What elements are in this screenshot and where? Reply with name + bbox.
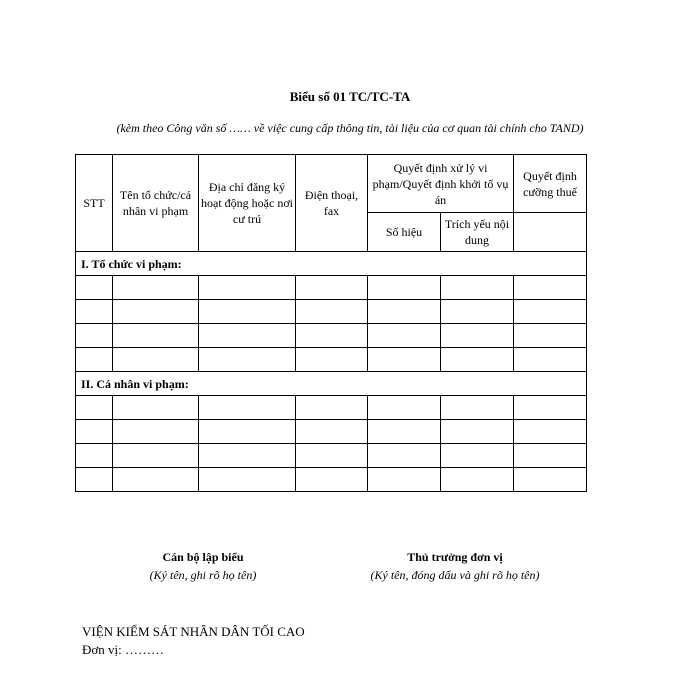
table-cell[interactable] (368, 420, 441, 444)
header-decision-summary: Trích yếu nội dung (441, 213, 514, 252)
organization-unit: Đơn vị: ……… (82, 642, 164, 657)
table-cell[interactable] (514, 444, 587, 468)
table-cell[interactable] (76, 348, 113, 372)
table-cell[interactable] (368, 444, 441, 468)
table-cell[interactable] (113, 444, 199, 468)
table-cell[interactable] (113, 276, 199, 300)
table-row (76, 276, 587, 300)
table-cell[interactable] (113, 396, 199, 420)
table-cell[interactable] (514, 348, 587, 372)
table-cell[interactable] (76, 420, 113, 444)
table-row (76, 348, 587, 372)
table-cell[interactable] (368, 396, 441, 420)
table-cell[interactable] (296, 276, 368, 300)
table-cell[interactable] (76, 444, 113, 468)
table-cell[interactable] (441, 324, 514, 348)
header-blank-cell (514, 213, 587, 252)
preparer-note: (Ký tên, ghi rõ họ tên) (149, 568, 257, 582)
organization-name: VIỆN KIỂM SÁT NHÂN DÂN TỐI CAO (82, 624, 305, 639)
table-cell[interactable] (113, 420, 199, 444)
report-table (75, 154, 587, 492)
table-row (76, 324, 587, 348)
header-phone: Điện thoại, fax (296, 155, 368, 252)
table-cell[interactable] (441, 468, 514, 492)
header-name: Tên tổ chức/cá nhân vi phạm (113, 155, 199, 252)
table-cell[interactable] (441, 396, 514, 420)
table-cell[interactable] (199, 300, 296, 324)
header-row (76, 155, 587, 213)
table-cell[interactable] (76, 324, 113, 348)
section-row (76, 252, 587, 276)
table-cell[interactable] (199, 420, 296, 444)
table-cell[interactable] (441, 420, 514, 444)
table-row (76, 396, 587, 420)
form-title: Biểu số 01 TC/TC-TA (289, 89, 411, 104)
table-row (76, 300, 587, 324)
table-row (76, 444, 587, 468)
table-cell[interactable] (199, 276, 296, 300)
table-cell[interactable] (368, 348, 441, 372)
table-cell[interactable] (199, 468, 296, 492)
table-cell[interactable] (76, 276, 113, 300)
table-row (76, 468, 587, 492)
table-cell[interactable] (514, 276, 587, 300)
organization-block (82, 623, 305, 659)
table-cell[interactable] (199, 348, 296, 372)
section-label: I. Tổ chức vi phạm: (76, 252, 587, 276)
head-note: (Ký tên, đóng dấu và ghi rõ họ tên) (370, 568, 540, 582)
table-cell[interactable] (296, 348, 368, 372)
table-cell[interactable] (368, 468, 441, 492)
table-cell[interactable] (296, 420, 368, 444)
table-cell[interactable] (199, 444, 296, 468)
table-cell[interactable] (76, 396, 113, 420)
table-cell[interactable] (368, 324, 441, 348)
table-cell[interactable] (441, 348, 514, 372)
table-cell[interactable] (441, 276, 514, 300)
table-cell[interactable] (296, 468, 368, 492)
table-cell[interactable] (296, 396, 368, 420)
table-cell[interactable] (76, 468, 113, 492)
section-row (76, 372, 587, 396)
table-cell[interactable] (514, 324, 587, 348)
table-cell[interactable] (296, 444, 368, 468)
table-cell[interactable] (113, 324, 199, 348)
header-decision: Quyết định xử lý vi phạm/Quyết định khởi tố vụ án (368, 155, 514, 213)
preparer-signature (128, 548, 278, 584)
table-cell[interactable] (296, 300, 368, 324)
form-subtitle: (kèm theo Công văn số …… về việc cung cấp thông tin, tài liệu của cơ quan tài chính cho TAND) (116, 121, 584, 135)
table-cell[interactable] (514, 420, 587, 444)
preparer-role: Cán bộ lập biểu (162, 550, 244, 564)
table-cell[interactable] (441, 444, 514, 468)
section-label: II. Cá nhân vi phạm: (76, 372, 587, 396)
header-stt: STT (76, 155, 113, 252)
table-cell[interactable] (368, 276, 441, 300)
table-cell[interactable] (368, 300, 441, 324)
header-decision-number: Số hiệu (368, 213, 441, 252)
table-cell[interactable] (441, 300, 514, 324)
table-cell[interactable] (296, 324, 368, 348)
table-cell[interactable] (514, 396, 587, 420)
table-cell[interactable] (76, 300, 113, 324)
header-tax-enforcement: Quyết định cưỡng thuế (514, 155, 587, 213)
table-cell[interactable] (113, 300, 199, 324)
header-address: Địa chỉ đăng ký hoạt động hoặc nơi cư trú (199, 155, 296, 252)
table-cell[interactable] (199, 324, 296, 348)
head-signature (345, 548, 565, 584)
table-cell[interactable] (514, 468, 587, 492)
head-role: Thủ trưởng đơn vị (407, 550, 503, 564)
table-row (76, 420, 587, 444)
table-cell[interactable] (113, 468, 199, 492)
table-cell[interactable] (113, 348, 199, 372)
table-cell[interactable] (199, 396, 296, 420)
table-cell[interactable] (514, 300, 587, 324)
